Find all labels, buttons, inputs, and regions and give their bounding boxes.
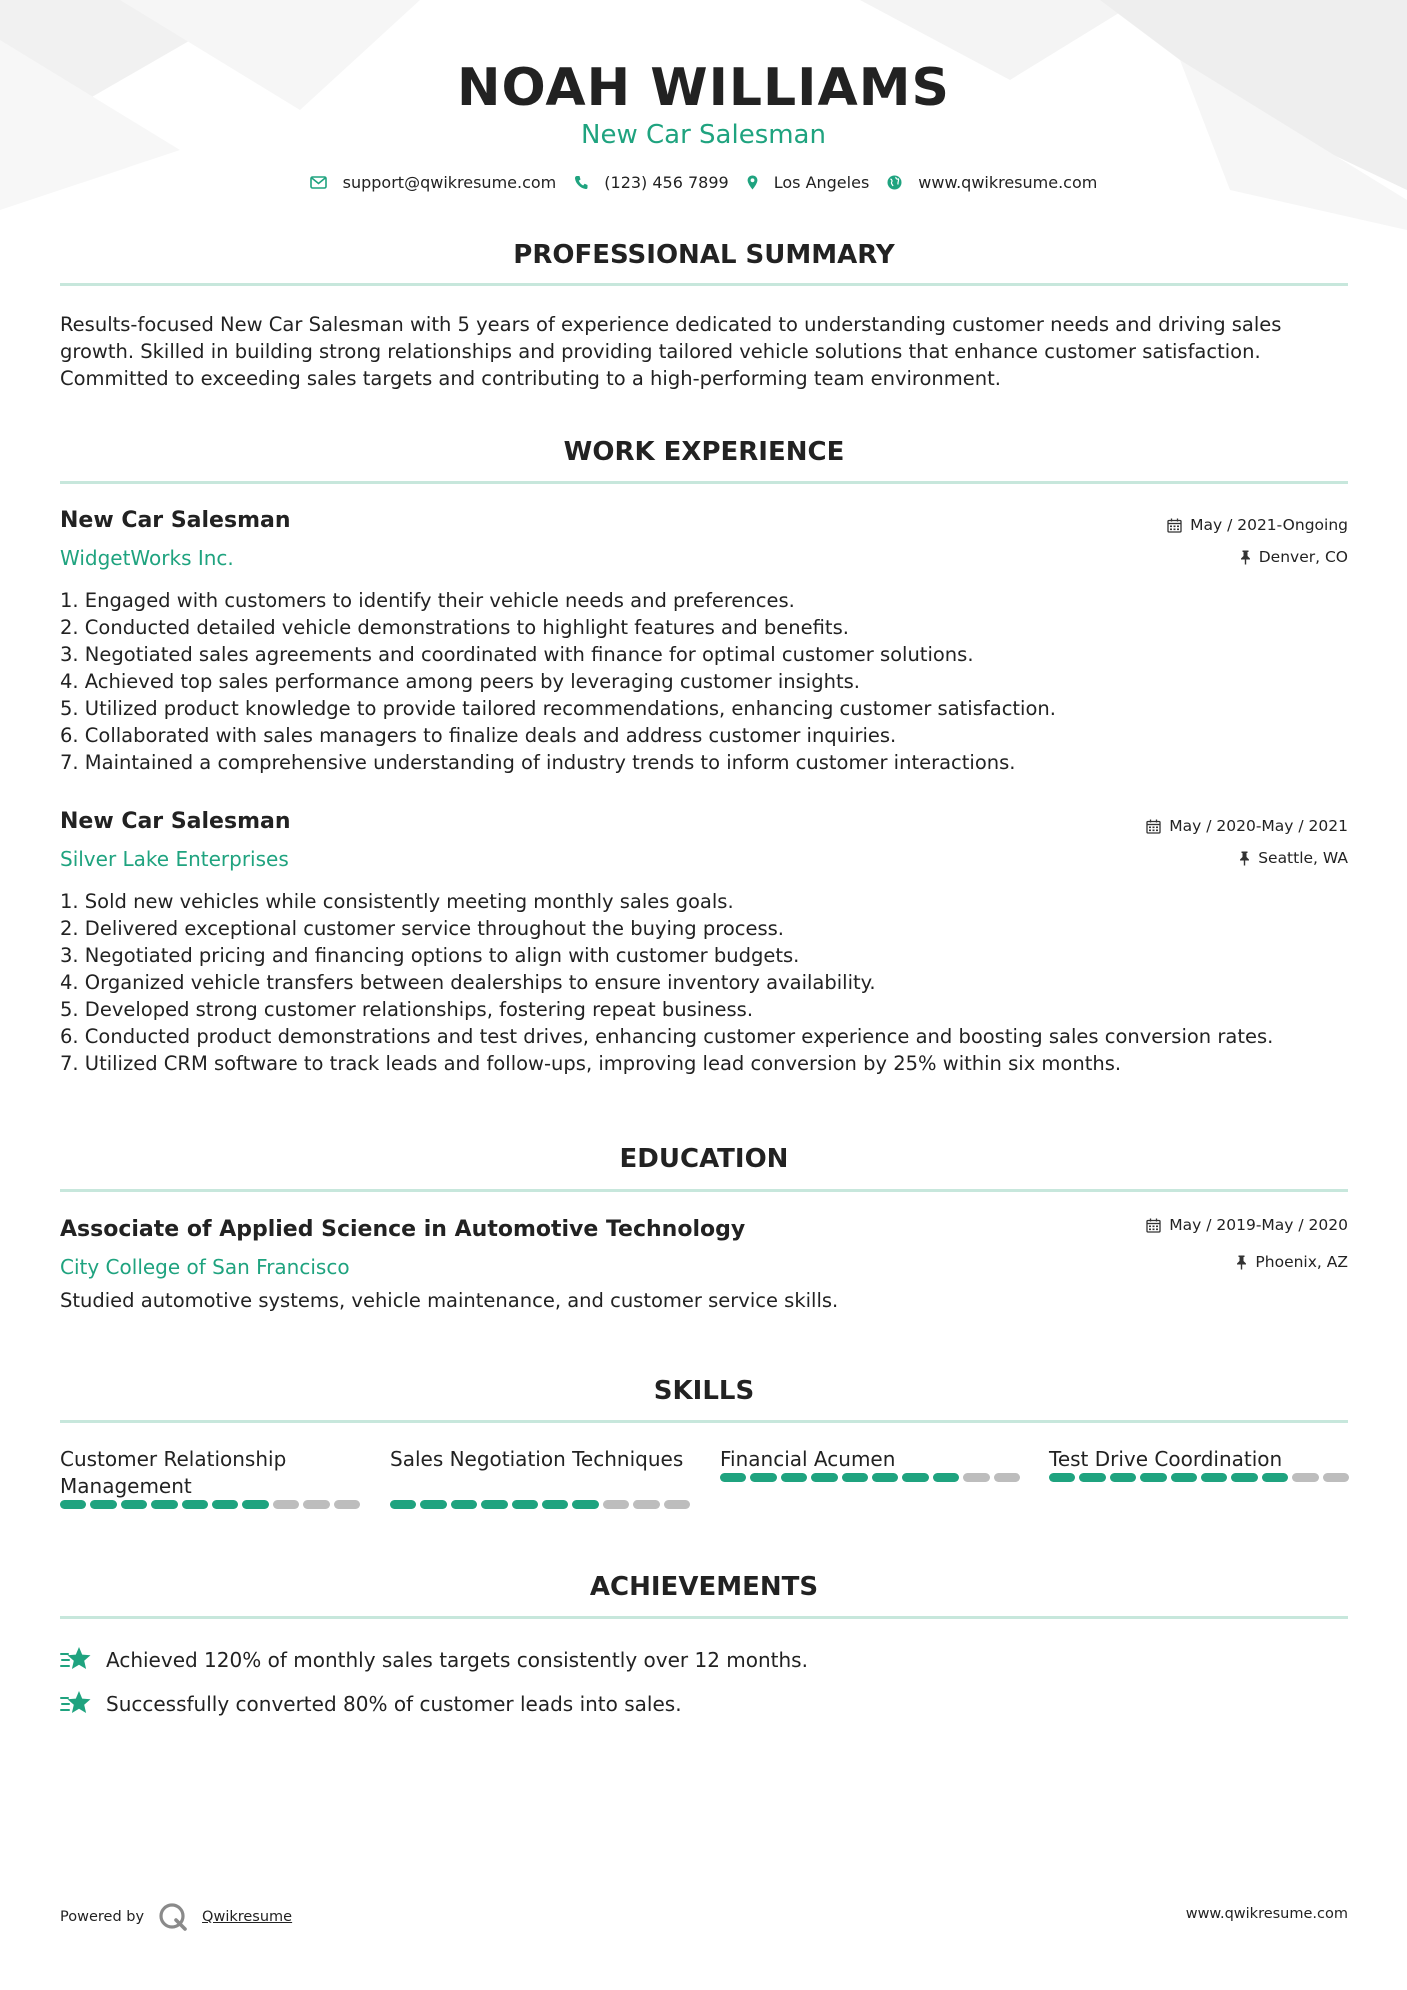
footer-website-link[interactable]: www.qwikresume.com — [1185, 1906, 1348, 1922]
contact-email[interactable] — [310, 173, 557, 192]
list-item: 2. Delivered exceptional customer service throughout the buying process. — [60, 917, 785, 940]
skill-segment-filled — [933, 1473, 959, 1482]
phone-text: (123) 456 7899 — [604, 173, 729, 192]
skill-segment-filled — [720, 1473, 746, 1482]
list-item: 4. Achieved top sales performance among peers by leveraging customer insights. — [60, 670, 860, 693]
section-divider — [60, 1420, 1348, 1423]
list-item: 5. Developed strong customer relationships, fostering repeat business. — [60, 998, 754, 1021]
skill-segment-empty — [1292, 1473, 1318, 1482]
shooting-star-icon — [60, 1646, 92, 1674]
list-item: 7. Maintained a comprehensive understanding of industry trends to inform customer interactions. — [60, 751, 1016, 774]
skill-segment-filled — [212, 1500, 238, 1509]
education-location — [1236, 1253, 1348, 1271]
experience-heading: WORK EXPERIENCE — [563, 437, 845, 467]
footer-powered-by — [60, 1902, 292, 1932]
skill-segment-filled — [512, 1500, 538, 1509]
candidate-role: New Car Salesman — [581, 120, 826, 150]
achievement-text: Achieved 120% of monthly sales targets consistently over 12 months. — [106, 1648, 808, 1672]
list-item: 6. Conducted product demonstrations and test drives, enhancing customer experience and boosting sales conversion rates. — [60, 1025, 1274, 1048]
phone-icon — [574, 175, 588, 190]
skill-segment-filled — [121, 1500, 147, 1509]
contact-location — [747, 173, 870, 192]
skill-segment-filled — [1049, 1473, 1075, 1482]
location-text: Los Angeles — [773, 173, 870, 192]
skill-segment-filled — [572, 1500, 598, 1509]
job-dates-text: May / 2021-Ongoing — [1190, 516, 1348, 534]
brand-link[interactable]: Qwikresume — [202, 1909, 293, 1925]
skill-segment-filled — [151, 1500, 177, 1509]
job-dates-text: May / 2020-May / 2021 — [1169, 817, 1348, 835]
summary-heading: PROFESSIONAL SUMMARY — [513, 240, 895, 270]
job-company: Silver Lake Enterprises — [60, 847, 289, 871]
skill-segment-empty — [664, 1500, 690, 1509]
skill-segment-empty — [1323, 1473, 1349, 1482]
qwikresume-logo-icon — [158, 1902, 188, 1932]
contact-phone[interactable] — [574, 173, 728, 192]
skill-segment-filled — [420, 1500, 446, 1509]
calendar-icon — [1146, 819, 1161, 834]
pushpin-icon — [1236, 1255, 1247, 1270]
envelope-icon — [310, 176, 327, 189]
job-company: WidgetWorks Inc. — [60, 546, 234, 570]
skill-segment-filled — [1231, 1473, 1257, 1482]
job-title: New Car Salesman — [60, 508, 291, 533]
skill-segment-filled — [1110, 1473, 1136, 1482]
skill-segment-empty — [303, 1500, 329, 1509]
degree-title: Associate of Applied Science in Automotive Technology — [60, 1217, 746, 1242]
skill-segment-filled — [60, 1500, 86, 1509]
list-item: 7. Utilized CRM software to track leads and follow-ups, improving lead conversion by 25% within six months. — [60, 1052, 1122, 1075]
skill-segment-filled — [390, 1500, 416, 1509]
skill-segment-filled — [542, 1500, 568, 1509]
skill-segment-filled — [1262, 1473, 1288, 1482]
calendar-icon — [1146, 1218, 1161, 1233]
contact-bar — [0, 173, 1407, 192]
skill-segment-filled — [182, 1500, 208, 1509]
school-name: City College of San Francisco — [60, 1255, 350, 1279]
section-divider — [60, 1616, 1348, 1619]
powered-by-label: Powered by — [60, 1909, 145, 1925]
summary-text: Results-focused New Car Salesman with 5 years of experience dedicated to understanding customer needs and driving sales growth. Skilled in building strong relationships and providing tailored vehicle solutions that enhance customer satisfaction. Committed to exceeding sales targets and contributing to a high-performing team environment. — [60, 313, 1282, 390]
contact-website[interactable] — [887, 173, 1097, 192]
website-text: www.qwikresume.com — [918, 173, 1098, 192]
candidate-name: NOAH WILLIAMS — [457, 58, 950, 118]
skill-segment-filled — [750, 1473, 776, 1482]
section-divider — [60, 1189, 1348, 1192]
map-pin-icon — [747, 175, 758, 190]
skill-level-bar — [60, 1500, 360, 1509]
list-item: 1. Engaged with customers to identify their vehicle needs and preferences. — [60, 589, 795, 612]
skill-segment-empty — [994, 1473, 1020, 1482]
job-responsibilities — [60, 587, 1360, 776]
education-heading: EDUCATION — [619, 1144, 789, 1174]
skill-level-bar — [390, 1500, 690, 1509]
skill-item — [720, 1446, 1020, 1482]
list-item: 4. Organized vehicle transfers between dealerships to ensure inventory availability. — [60, 971, 876, 994]
globe-icon — [887, 175, 902, 190]
skill-segment-filled — [481, 1500, 507, 1509]
skill-segment-filled — [242, 1500, 268, 1509]
skill-segment-empty — [633, 1500, 659, 1509]
skill-segment-filled — [1171, 1473, 1197, 1482]
skill-item — [390, 1446, 690, 1509]
skill-name: Sales Negotiation Techniques — [390, 1447, 684, 1471]
job-responsibilities — [60, 888, 1360, 1077]
list-item: 6. Collaborated with sales managers to finalize deals and address customer inquiries. — [60, 724, 897, 747]
skill-item — [1049, 1446, 1349, 1482]
education-description: Studied automotive systems, vehicle maintenance, and customer service skills. — [60, 1289, 839, 1312]
skill-item — [60, 1446, 360, 1509]
job-location-text: Denver, CO — [1258, 548, 1348, 566]
skill-level-bar — [1049, 1473, 1349, 1482]
education-location-text: Phoenix, AZ — [1255, 1253, 1348, 1271]
skill-segment-empty — [603, 1500, 629, 1509]
job-location — [1239, 849, 1348, 867]
skill-segment-filled — [811, 1473, 837, 1482]
achievement-text: Successfully converted 80% of customer leads into sales. — [106, 1692, 682, 1716]
education-dates — [1146, 1216, 1348, 1234]
skills-heading: SKILLS — [653, 1376, 755, 1406]
skill-segment-filled — [451, 1500, 477, 1509]
skill-segment-filled — [1201, 1473, 1227, 1482]
shooting-star-icon — [60, 1690, 92, 1718]
skill-segment-filled — [902, 1473, 928, 1482]
skill-segment-empty — [273, 1500, 299, 1509]
skill-level-bar — [720, 1473, 1020, 1482]
pushpin-icon — [1239, 851, 1250, 866]
section-divider — [60, 283, 1348, 286]
calendar-icon — [1167, 518, 1182, 533]
skill-segment-filled — [781, 1473, 807, 1482]
job-location — [1240, 548, 1348, 566]
list-item: 3. Negotiated pricing and financing options to align with customer budgets. — [60, 944, 800, 967]
section-divider — [60, 481, 1348, 484]
list-item: 1. Sold new vehicles while consistently meeting monthly sales goals. — [60, 890, 734, 913]
job-title: New Car Salesman — [60, 809, 291, 834]
skill-name: Financial Acumen — [720, 1447, 896, 1471]
achievement-item — [60, 1690, 682, 1718]
skill-segment-filled — [1079, 1473, 1105, 1482]
skill-segment-empty — [334, 1500, 360, 1509]
skill-name: Test Drive Coordination — [1049, 1447, 1283, 1471]
skill-segment-filled — [1140, 1473, 1166, 1482]
achievements-heading: ACHIEVEMENTS — [589, 1572, 819, 1602]
skill-segment-filled — [842, 1473, 868, 1482]
job-dates — [1146, 817, 1348, 835]
achievement-item — [60, 1646, 808, 1674]
skill-segment-filled — [872, 1473, 898, 1482]
pushpin-icon — [1240, 550, 1251, 565]
job-dates — [1167, 516, 1348, 534]
list-item: 3. Negotiated sales agreements and coordinated with finance for optimal customer solutions. — [60, 643, 974, 666]
list-item: 2. Conducted detailed vehicle demonstrations to highlight features and benefits. — [60, 616, 849, 639]
email-text: support@qwikresume.com — [342, 173, 557, 192]
skill-name: Customer Relationship Management — [60, 1447, 287, 1498]
skill-segment-filled — [90, 1500, 116, 1509]
education-dates-text: May / 2019-May / 2020 — [1169, 1216, 1348, 1234]
skill-segment-empty — [963, 1473, 989, 1482]
list-item: 5. Utilized product knowledge to provide tailored recommendations, enhancing customer satisfaction. — [60, 697, 1056, 720]
job-location-text: Seattle, WA — [1258, 849, 1348, 867]
